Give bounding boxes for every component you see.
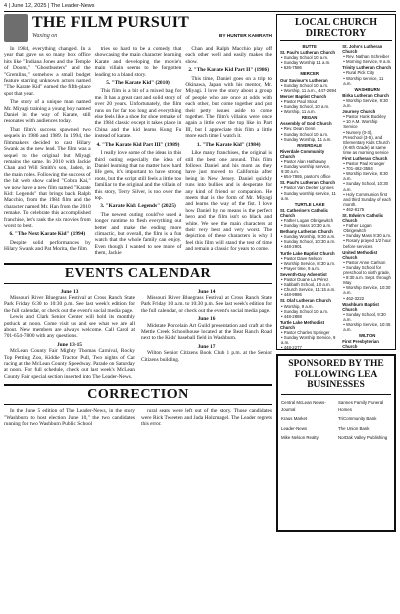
church-detail: • 701-462-3584 <box>343 166 373 172</box>
paragraph: This film is a bit of a mixed bag for me. It has a great cast and solid story of over 20 years. Unfortunately, the film runs on for far too long and everything else feels like a shoe for shoe remake of the 1984 classic except it takes place in China and the kid learns Kung Fu instead of karate. <box>94 88 182 140</box>
sponsor-list <box>281 399 391 442</box>
page-header: 4 | June 12, 2025 | The Leader-News <box>4 3 95 9</box>
ranking-subhead: 6. "The Next Karate Kid" (1994) <box>9 231 86 238</box>
church-detail: • Pastor Charles Springer <box>281 329 330 335</box>
film-pursuit-column <box>4 14 272 259</box>
church-detail: • Worship Service, 9:30 a.m. <box>343 97 388 109</box>
events-calendar <box>4 287 272 381</box>
event-body: Wilton Senior Citizens Book Club 1 p.m. at the Senior Citizens building. <box>141 350 272 363</box>
church-name: United Methodist Church <box>342 249 378 260</box>
paragraph: Chan and Ralph Macchio play off each other well and easily makes the show. <box>185 46 273 65</box>
directory-title: LOCAL CHURCH DIRECTORY <box>280 17 392 41</box>
ranking-subhead: 2. "The Karate Kid Part II" (1986) <box>188 67 270 74</box>
header-rule <box>4 11 396 12</box>
church-detail: • Sunday School 10 a.m. <box>281 82 329 88</box>
paragraph: This time, Daniel goes on a trip to Okinawa, Japan with his mentor, Mr. Miyagi. I love the story about a group of people who are once at odds with each other, but come together and put their petty issues aside to come together. The film's villains were once again a little over the top like in Part III, but I appreciate this film a little more each time I watch it. <box>185 75 273 140</box>
church-detail: • Pastor Hunk Buckley <box>343 114 386 120</box>
sponsor-item: TriCommunity Bank <box>338 416 377 422</box>
paragraph: Despite solid performances by Hilary Swank and Pat Morita, the film <box>4 239 91 253</box>
church-detail: • Pastor Duane La Pérez <box>281 277 329 283</box>
paragraph: The story of a unique man named Mr. Miyagi training a young boy named Daniel in the way of Karate, still resonates with audiences today. <box>4 99 91 125</box>
church-name: Assembly of God Church <box>280 121 332 127</box>
church-detail: • Sunday mass 10:30 a.m. <box>281 223 332 229</box>
ranking-subhead: 5. "The Karate Kid" (2010) <box>106 80 170 87</box>
church-detail: • Worship service, 11 a.m. <box>343 75 384 86</box>
paragraph: The newest outing could've used a longer runtime to flesh everything out better and make the ending more climactic, but overall, the film is a fun watch that the whole family can enjoy. Even though I wanted to see more of them, Jackie <box>94 211 182 257</box>
article-body <box>4 46 272 259</box>
correction-col-2: rural seats were left out of the story. Those candidates were Rick Tweeten and Jada Holzmagel. The Leader regrets this error. <box>141 408 272 428</box>
column-title-block <box>32 14 189 39</box>
sponsor-item: Kraus Market <box>281 416 308 422</box>
correction-col-1: In the June 5 edition of The Leader-News, in the story "Washburn to host election June 10," the two candidates running for two Washburn Public School <box>4 408 135 428</box>
event-body: McLean County Fair Mighty Thomas Carnival, Rocky Top Petting Zoo, Kiddie Tractor Pull, Two nights of Car racing at the McLean County Speedway. Parade on Saturday at noon. For full schedule, check out last week's McLean County Fair special section inserted into The Leader-News. <box>4 348 135 380</box>
sponsor-item: NorDak Valley Publishing <box>338 435 388 441</box>
event-body: Midstate Porcelain Art Guild presentation and craft at the Mettle Creek Schoolhouse located at the Beat Ranch Road next to the Kids' baseball field in Washburn. <box>141 322 272 342</box>
church-detail: • Pastor Dave Nelson <box>281 255 322 261</box>
church-detail: • Worship Service, 8:30 a.m. <box>281 260 336 266</box>
town-heading: TURTLE LAKE <box>294 201 325 207</box>
town-heading: WILTON <box>358 333 376 339</box>
sponsor-item: The Union Bank <box>338 425 370 431</box>
town-heading: REGAN <box>301 115 318 121</box>
church-name: First Presbyterian Church <box>342 339 379 350</box>
church-detail: • Sunday School, 10:30 a.m. <box>281 239 336 245</box>
sponsor-item: Central McLean News-Journal <box>281 399 326 412</box>
church-detail: • Pastor Alan Hathaway <box>281 158 326 164</box>
church-name: St. Catherine's Catholic Church <box>280 207 329 218</box>
church-detail: • Prayer time, 9 a.m. <box>281 265 320 271</box>
column-title: THE FILM PURSUIT <box>32 14 189 31</box>
church-detail: • Sunday Worship Service, 9 a.m. <box>281 335 336 346</box>
church-detail: • Pastor Paul Krueger <box>343 161 385 167</box>
town-heading: BUTTE <box>302 44 317 49</box>
town-heading: WASHBURN <box>354 86 380 92</box>
church-name: St. Paul's Lutheran Church <box>280 50 335 56</box>
church-detail: • Sunday Worship, 9:30 a.m. <box>281 234 336 240</box>
directory-col-2 <box>342 43 392 350</box>
church-name: St. Olaf Lutheran Church <box>280 298 331 304</box>
author-portrait <box>4 14 28 42</box>
event-body: Missouri River Bluegrass Festival at Cross Ranch State Park Friday 6:30 to 10:30 p.m. See last week's edition for the full calendar, or check out the event's social media page. <box>4 295 135 314</box>
church-name: Turtle Lake Baptist Church <box>280 250 335 256</box>
church-name: St. Paul's Lutheran Church <box>280 180 335 186</box>
church-detail: • 462-3222 <box>343 295 365 301</box>
church-detail: • 654-7865, pastor's office <box>281 174 331 180</box>
church-detail: • 626-7586 <box>281 65 302 71</box>
church-name: Mercer Baptist Church <box>280 93 327 99</box>
church-detail: • Sunday School, 10 a.m. <box>281 104 330 110</box>
article-col-2 <box>95 46 182 259</box>
column-head <box>4 14 272 44</box>
article-col-3 <box>185 46 272 259</box>
church-detail: • Sunday School, 9:30 a.m. <box>343 311 386 322</box>
church-detail: • 462-8175 <box>343 206 365 212</box>
church-name: Our Saviour's Lutheran <box>280 77 328 83</box>
church-detail: • Pastor Paul Stout <box>281 98 318 104</box>
church-detail: • Worship Service, 10:45 a.m. <box>343 321 391 333</box>
event-body: Lewis and Clark Senior Center will hold its monthly potluck at noon. Come visit us and see what we are all about. New members are always welcome. Call Carol at 701-654-7800 with any questions. <box>4 314 135 340</box>
church-detail: • Pastor Anne Carlson <box>343 259 386 265</box>
sponsor-item: Sannes Family Funeral Homes <box>338 399 384 412</box>
church-detail: • Worship Service, 10:30 a.m. <box>343 285 391 296</box>
paragraph: tries so hard to be a comedy that showcasing the main character learning Karate and developing the movie's main villain seems to be forgotten leading to a bland story. <box>94 46 182 78</box>
article-col-1 <box>4 46 91 259</box>
church-name: First Lutheran Church <box>342 155 388 161</box>
column-kicker: Waxing on <box>32 33 58 39</box>
church-detail: • Sunday Worship 11 a.m. <box>281 60 331 66</box>
ranking-subhead: 1. "The Karate Kid" (1984) <box>196 141 261 148</box>
sponsor-item: Mike Nelson Realty <box>281 435 319 441</box>
church-detail: • Sunday School 10 a.m. <box>281 55 329 61</box>
events-col-1 <box>4 287 135 381</box>
correction-title: CORRECTION <box>4 384 272 405</box>
right-section <box>276 14 396 532</box>
church-detail: • 448-9986 <box>281 292 302 298</box>
event-date: June 13 <box>60 288 79 295</box>
church-detail <box>342 349 392 350</box>
church-detail: • Rural Pick City <box>343 70 375 76</box>
church-detail: • Father Logan Obrigewitch <box>343 223 372 234</box>
church-detail: • Nursery (0-3), Preschool (3-5), and Elementary Kids Church (K-6th Grade) at same time as morning service <box>343 129 390 155</box>
left-section <box>4 14 272 428</box>
sponsor-item: Leader-News <box>281 425 308 431</box>
church-detail: • Pastor Van Deeter Lynnes <box>281 185 334 191</box>
church-detail: • Sunday worship service, 9:30 a.m. <box>281 164 331 175</box>
church-detail: • Worship, 9 a.m. <box>281 303 314 309</box>
church-name: St. John's Lutheran Church <box>342 44 383 55</box>
correction-body <box>4 408 272 427</box>
directory-col-1 <box>280 43 339 350</box>
church-name: Turtle Lake Methodist Church <box>280 319 325 330</box>
sponsor-title: SPONSORED BY THE FOLLOWING LEA BUSINESSES <box>281 359 391 395</box>
event-body: Missouri River Bluegrass Festival at Cross Ranch State Park Friday 10 a.m. to 10:30 p.m. See last week's edition for the full calendar, or check out the event's social media page. <box>141 295 272 314</box>
church-detail: • Morning Service, 9 a.m. <box>343 59 392 65</box>
town-heading: MERCER <box>300 71 319 77</box>
church-detail: • Rev. Dean Genn <box>281 126 316 132</box>
church-detail: • Sunday School 10 a.m. <box>281 308 329 314</box>
church-name: Trinity Lutheran Church <box>342 65 391 71</box>
sponsor-box <box>276 354 396 532</box>
church-detail: • Worship Service, 8:30 a.m. <box>343 171 388 182</box>
church-detail: • 448-2901 <box>281 244 302 250</box>
church-detail: • Church Service, 11:15 a.m. <box>281 287 336 293</box>
church-detail: • 448-2888 <box>281 313 302 319</box>
paragraph: I really love some of the ideas in this third outing especially the idea of Daniel learning that no matter how hard life gets, it's important to have strong roots, but the script still feels a little too familiar to the original and the villain of this story, Terry Silver, is too over the top. <box>94 150 182 201</box>
church-name: Birka Lutheran Church <box>342 92 389 98</box>
paragraph: That film's success spawned two sequels in 1986 and 1989. In 1994, the filmmakers decided to cast Hilary Swank as the new lead. The film was a sequel to the original but Miyagi remains the same. In 2010 with Jackie Chan and Will Smith's son, Jaden, in the main roles. Following the success of the hit web show called "Cobra Kai," we now have a new film named "Karate Kid: Legends" that brings back Ralph Macchio, from the 1984 film and the character named Mr. Han from the 2010 remake. To celebrate this accomplished franchise, let's rank the six movies from worst to best. <box>4 126 91 229</box>
church-detail: • Worship, 11 a.m. <box>281 109 316 115</box>
church-detail: • 10 A.M. Worship Service <box>343 119 378 130</box>
church-detail: • Sunday School 10 a.m. <box>281 131 329 137</box>
town-heading: RIVERDALE <box>297 142 323 148</box>
church-detail: • Worship, 11 a.m., 447-2694 <box>281 87 337 93</box>
events-col-2 <box>141 287 272 381</box>
church-name: Riverdale Community Church <box>280 148 325 159</box>
event-date: June 17 <box>197 343 216 350</box>
church-detail: • Father Logan Obrigewitch <box>281 218 334 223</box>
church-detail: • Sunday School, 10:30 a.m. <box>343 181 389 192</box>
ranking-subhead: 3. "Karate Kid: Legends" (2025) <box>100 203 176 210</box>
church-name: St. Edwin's Catholic Church <box>342 213 384 224</box>
church-name: Seventh-Day Adventist <box>280 271 327 277</box>
directory-columns <box>280 43 392 350</box>
church-detail: • Sunday School for preschool to sixth grade, <box>343 264 391 276</box>
church-detail: • Rev. Nathan Schreiber <box>343 54 390 60</box>
event-date: June 16 <box>197 316 216 323</box>
ranking-subhead: 4. "The Karate Kid Part III" (1989) <box>96 141 180 148</box>
church-detail: • 448-2277 <box>281 345 302 350</box>
church-detail: • Holy Communion first and third Sunday of each month. <box>343 191 392 207</box>
church-name: Bethany Lutheran Church <box>280 229 333 235</box>
church-detail: • Rosary prayed 1/2 hour before services <box>343 238 391 249</box>
church-detail: • 9:30 a.m. Sept. through May <box>343 275 391 286</box>
event-date: June 13-15 <box>56 341 82 348</box>
church-detail: • Sunday worship service, 11 a.m. <box>281 190 336 201</box>
church-name: Washburn Baptist Church <box>342 301 379 312</box>
church-detail: • Sunday Worship, 11 a.m. <box>281 136 332 142</box>
church-directory <box>276 14 396 350</box>
event-date: June 14 <box>197 288 216 295</box>
paragraph: Like many franchises, the original is still the best one around. This film follows Daniel and his mom as they have just moved to California after being in New Jersey. Daniel quickly runs into bullies and is desperate for any kind of friend or companion. He meets that is the form of Mr. Miyagi and learns the way of the fist. I love how Daniel by no means is the perfect hero and the film isn't so black and white. We see the main characters at their very best and very worst. The depiction of these characters is why I feel this film will stand the test of time and remain a classic for years to come. <box>185 150 273 253</box>
events-calendar-title: EVENTS CALENDAR <box>4 263 272 284</box>
church-detail: • Sabbath School, 10 a.m. <box>281 282 331 288</box>
church-name: Journey Church <box>342 109 376 115</box>
paragraph: In 1984, everything changed. In a year that gave us so many box office hits like "Indiana Jones and the Temple of Doom," "Ghostbusters" and the "Gremlins," somehow a small budget feature starring unknown actors named "The Karate Kid" earned the fifth-place spot that year. <box>4 46 91 97</box>
church-detail: • Sunday Mass 8:30 a.m. <box>343 233 392 239</box>
byline: BY HUNTER KAMRATH <box>218 34 272 39</box>
